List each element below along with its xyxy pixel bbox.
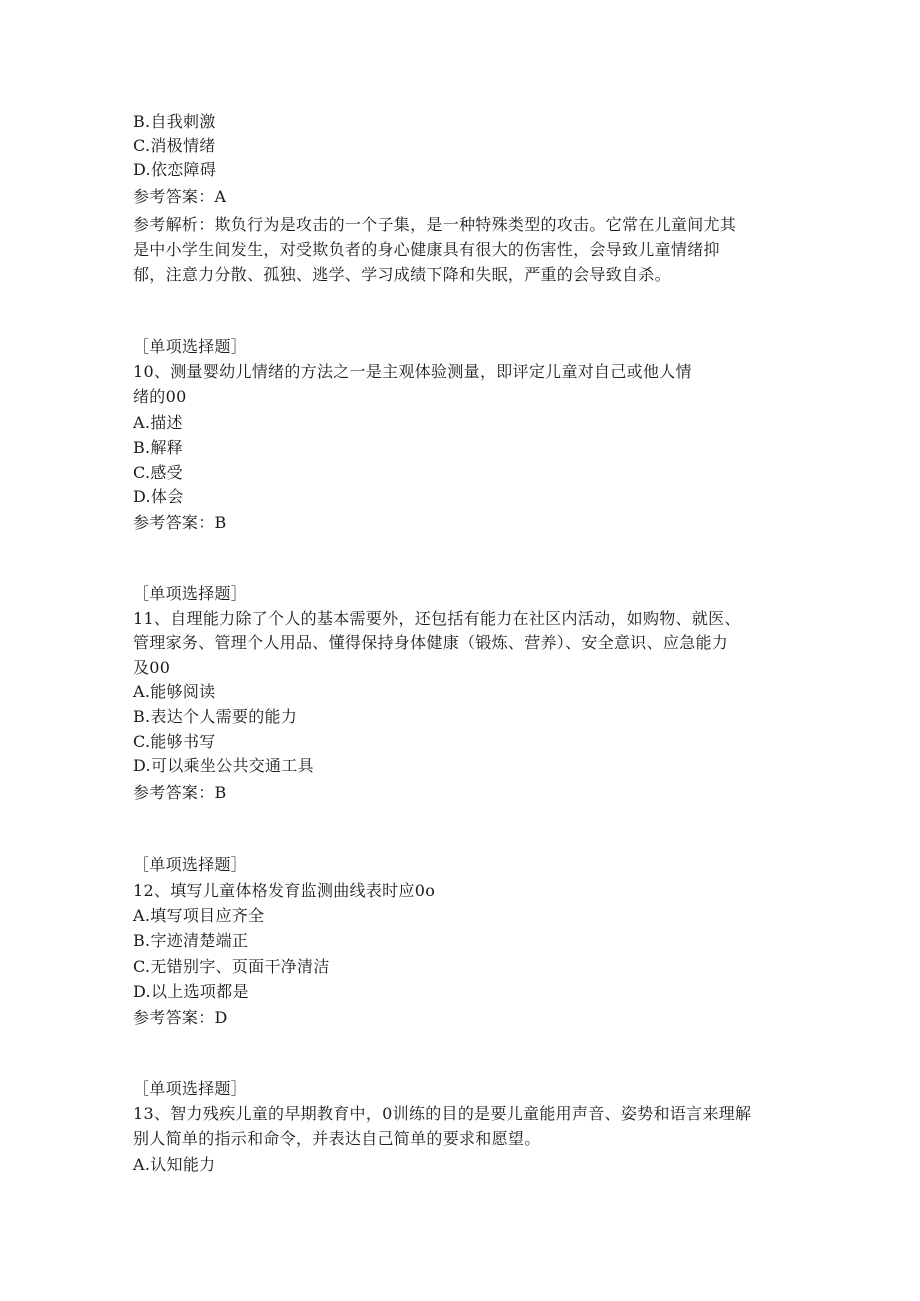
option-c: C.感受 [133,463,183,482]
option-d: D.以上选项都是 [133,982,249,1001]
option-c: C.能够书写 [133,732,216,751]
question-type-label: ［单项选择题］ [133,855,248,874]
answer-line: 参考答案：B [133,513,227,532]
analysis-line: 是中小学生间发生，对受欺负者的身心健康具有很大的伤害性，会导致儿童情绪抑 [133,240,720,259]
answer-line: 参考答案：B [133,783,227,802]
question-stem: 别人简单的指示和命令，并表达自己简单的要求和愿望。 [133,1129,541,1148]
question-stem: 及00 [133,658,171,677]
question-stem: 11、自理能力除了个人的基本需要外，还包括有能力在社区内活动，如购物、就医、 [133,609,741,628]
option-c: C.消极情绪 [133,136,216,155]
question-stem: 10、测量婴幼儿情绪的方法之一是主观体验测量，即评定儿童对自己或他人情 [133,362,692,381]
question-stem: 12、填写儿童体格发育监测曲线表时应0o [133,881,436,900]
option-b: B.自我刺激 [133,112,216,131]
option-d: D.可以乘坐公共交通工具 [133,756,314,775]
answer-line: 参考答案：A [133,187,227,206]
option-a: A.描述 [133,413,183,432]
option-b: B.表达个人需要的能力 [133,707,298,726]
option-a: A.能够阅读 [133,682,216,701]
option-d: D.体会 [133,487,184,506]
option-a: A.认知能力 [133,1155,216,1174]
option-b: B.字迹清楚端正 [133,931,249,950]
question-type-label: ［单项选择题］ [133,1079,248,1098]
option-c: C.无错别字、页面干净清洁 [133,957,330,976]
option-a: A.填写项目应齐全 [133,906,265,925]
question-stem: 13、智力残疾儿童的早期教育中，0训练的目的是要儿童能用声音、姿势和语言来理解 [133,1104,752,1123]
question-type-label: ［单项选择题］ [133,337,248,356]
analysis-line: 郁，注意力分散、孤独、逃学、学习成绩下降和失眠，严重的会导致自杀。 [133,265,671,284]
question-stem: 绪的00 [133,387,187,406]
answer-line: 参考答案：D [133,1008,228,1027]
question-stem: 管理家务、管理个人用品、懂得保持身体健康（锻炼、营养）、安全意识、应急能力 [133,633,729,652]
analysis-line: 参考解析：欺负行为是攻击的一个子集，是一种特殊类型的攻击。它常在儿童间尤其 [133,215,737,234]
option-b: B.解释 [133,438,184,457]
option-d: D.依恋障碍 [133,160,217,179]
question-type-label: ［单项选择题］ [133,584,248,603]
